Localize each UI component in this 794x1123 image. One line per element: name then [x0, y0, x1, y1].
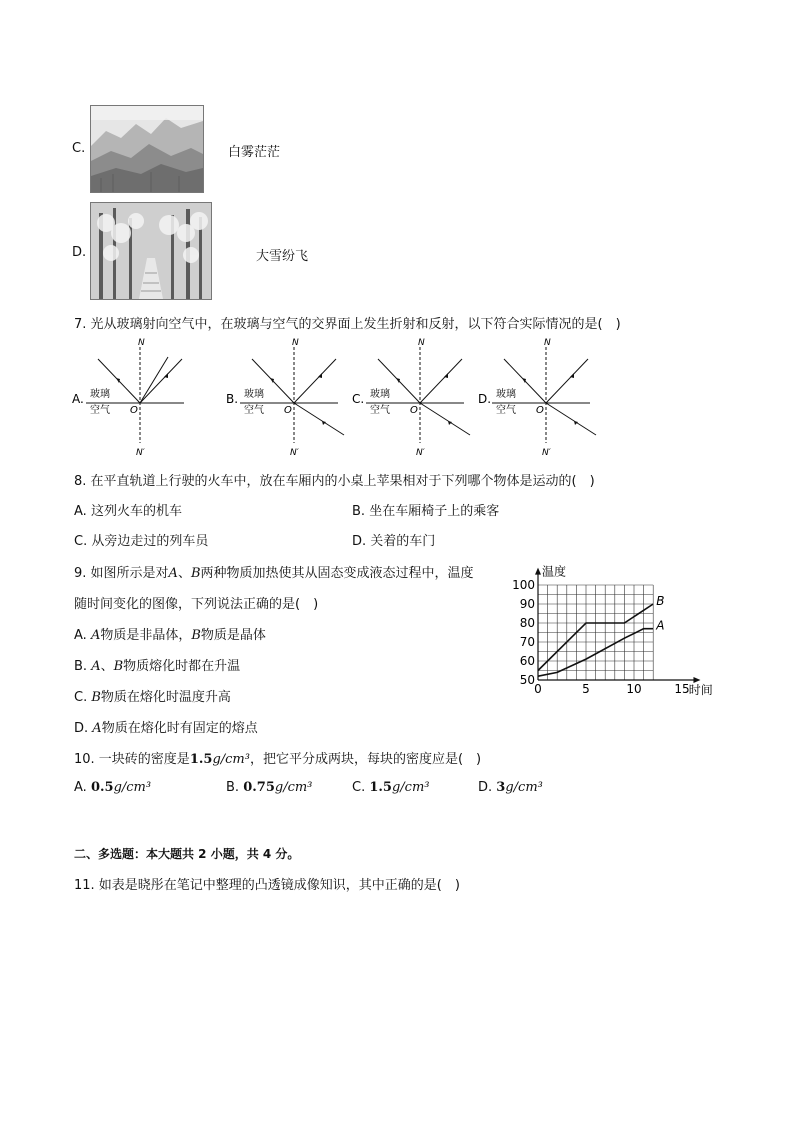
- diagram-option-letter: A.: [72, 392, 84, 406]
- option-value: 3: [496, 780, 506, 795]
- option-value: 1.5: [369, 780, 392, 795]
- q10-stem-pre: 10. 一块砖的密度是: [74, 752, 190, 767]
- option-text: 、: [100, 659, 114, 674]
- normal-top-label: N: [544, 338, 551, 348]
- glass-label: 玻璃: [496, 389, 516, 400]
- q9-option-d: [74, 717, 258, 736]
- diagram-option-a: [72, 338, 184, 458]
- diagram-option-letter: D.: [478, 392, 492, 406]
- normal-bottom-label: N′: [290, 448, 299, 458]
- refracted-ray: [294, 403, 344, 435]
- option-value: 0.75: [243, 780, 275, 795]
- y-tick-label: 90: [519, 597, 535, 611]
- y-axis-arrow: [535, 568, 541, 575]
- diagram-option-letter: C.: [352, 392, 365, 406]
- q10-value: 1.5: [189, 752, 213, 767]
- q8-option-d: [352, 530, 435, 549]
- option-text: 从旁边走过的列车员: [91, 534, 209, 549]
- option-letter: A.: [74, 628, 87, 643]
- option-text: 物质熔化时都在升温: [123, 659, 241, 674]
- option-var: A: [90, 628, 101, 643]
- refracted-ray: [546, 403, 596, 435]
- option-var: B: [191, 628, 201, 643]
- option-letter: D.: [478, 780, 493, 795]
- series-label-a: A: [656, 618, 665, 633]
- incidence-point-label: O: [130, 405, 138, 416]
- y-tick-label: 70: [519, 635, 535, 649]
- option-var: B: [113, 659, 124, 674]
- q9-stem-line2: 随时间变化的图像，下列说法正确的是( ): [74, 597, 319, 612]
- q9-option-c: [74, 686, 231, 705]
- q8-stem: 8. 在平直轨道上行驶的火车中，放在车厢内的小桌上苹果相对于下列哪个物体是运动的( ): [74, 474, 595, 489]
- q8-option-b: [352, 500, 499, 519]
- option-letter: C.: [74, 690, 88, 705]
- option-unit: g/cm³: [113, 780, 152, 795]
- option-d-caption: 大雪纷飞: [256, 249, 309, 264]
- chart-svg: [502, 558, 732, 703]
- option-letter: B.: [74, 659, 88, 674]
- normal-bottom-label: N′: [542, 448, 551, 458]
- q7-stem: 7. 光从玻璃射向空气中，在玻璃与空气的交界面上发生折射和反射，以下符合实际情况的是( ): [74, 317, 621, 332]
- incident-arrow: [270, 378, 274, 383]
- q10-option-d: [478, 780, 543, 795]
- option-text: 这列火车的机车: [90, 504, 182, 519]
- q8-option-c: [74, 530, 208, 549]
- q10-option-a: [74, 780, 151, 795]
- y-tick-label: 50: [519, 673, 535, 687]
- normal-bottom-label: N′: [136, 448, 145, 458]
- reflected-ray: [294, 359, 336, 403]
- y-tick-label: 80: [519, 616, 535, 630]
- option-text: 物质在熔化时温度升高: [100, 690, 231, 705]
- reflected-ray: [140, 359, 182, 403]
- q9-var-b: B: [190, 566, 201, 581]
- y-axis-title: 温度: [542, 564, 567, 579]
- diagram-option-d: [478, 338, 596, 458]
- incidence-point-label: O: [284, 405, 292, 416]
- option-var: A: [91, 659, 101, 674]
- x-tick-label: 15: [674, 682, 690, 696]
- incidence-point-label: O: [536, 405, 544, 416]
- q9-sep: 、: [177, 566, 191, 581]
- option-unit: g/cm³: [274, 780, 313, 795]
- diagram-option-b: [226, 338, 344, 458]
- q9-stem-pre: 9. 如图所示是对: [74, 566, 169, 581]
- q10-stem-post: ，把它平分成两块，每块的密度应是( ): [249, 752, 482, 767]
- option-letter: C.: [352, 780, 366, 795]
- option-unit: g/cm³: [505, 780, 543, 795]
- x-tick-label: 5: [582, 682, 590, 696]
- option-letter: D.: [74, 721, 89, 736]
- option-d-letter: D.: [72, 245, 87, 260]
- glass-label: 玻璃: [370, 389, 390, 400]
- normal-bottom-label: N′: [416, 448, 425, 458]
- option-c-letter: C.: [72, 141, 86, 156]
- option-letter: C.: [74, 534, 88, 549]
- option-text: 坐在车厢椅子上的乘客: [369, 504, 500, 519]
- option-letter: B.: [352, 504, 366, 519]
- q11-stem: 11. 如表是晓彤在笔记中整理的凸透镜成像知识，其中正确的是( ): [74, 878, 460, 893]
- q8-option-a: [74, 500, 182, 519]
- q10-option-c: [352, 780, 430, 795]
- air-label: 空气: [496, 405, 516, 416]
- air-label: 空气: [370, 405, 390, 416]
- q10-unit: g/cm³: [212, 752, 250, 767]
- air-label: 空气: [244, 405, 264, 416]
- option-text: 物质是非晶体，: [100, 628, 192, 643]
- diagram-option-c: [352, 338, 470, 458]
- y-tick-label: 60: [519, 654, 535, 668]
- incident-arrow: [522, 378, 526, 383]
- option-text: 物质是晶体: [200, 628, 266, 643]
- normal-top-label: N: [418, 338, 425, 348]
- foggy-mountain-photo: [90, 105, 204, 193]
- q9-stem-post: 两种物质加热使其从固态变成液态过程中，温度: [200, 566, 474, 581]
- option-letter: B.: [226, 780, 240, 795]
- option-unit: g/cm³: [391, 780, 430, 795]
- section-heading: 二、多选题：本大题共 2 小题，共 4 分。: [74, 847, 300, 861]
- normal-top-label: N: [292, 338, 299, 348]
- q9-option-a: [74, 624, 266, 643]
- glass-label: 玻璃: [244, 389, 264, 400]
- incidence-point-label: O: [410, 405, 418, 416]
- q9-stem-line1: [74, 562, 474, 581]
- q9-option-b: [74, 655, 240, 674]
- refracted-ray: [420, 403, 470, 435]
- temperature-time-chart: [502, 558, 732, 703]
- reflected-ray: [420, 359, 462, 403]
- option-letter: A.: [74, 504, 87, 519]
- refraction-diagrams: [72, 335, 632, 460]
- x-axis-title: 时间: [688, 683, 713, 697]
- option-var: B: [91, 690, 101, 705]
- x-tick-label: 0: [534, 682, 542, 696]
- diagram-option-letter: B.: [226, 392, 239, 406]
- glass-label: 玻璃: [90, 389, 110, 400]
- q9-var-a: A: [168, 566, 178, 581]
- option-letter: A.: [74, 780, 87, 795]
- normal-top-label: N: [138, 338, 145, 348]
- incident-arrow: [116, 378, 120, 383]
- reflected-ray: [546, 359, 588, 403]
- snowy-forest-path-photo: [90, 202, 212, 300]
- air-label: 空气: [90, 405, 110, 416]
- option-value: 0.5: [90, 780, 114, 795]
- q10-stem: [74, 748, 481, 767]
- option-text: 物质在熔化时有固定的熔点: [101, 721, 258, 736]
- q10-option-b: [226, 780, 312, 795]
- series-label-b: B: [656, 594, 665, 608]
- option-c-caption: 白雾茫茫: [228, 145, 281, 160]
- option-var: A: [92, 721, 102, 736]
- refracted-ray: [140, 357, 168, 403]
- q7-diagram-row: [72, 335, 632, 460]
- option-text: 关着的车门: [370, 534, 436, 549]
- x-tick-label: 10: [626, 682, 642, 696]
- incident-arrow: [396, 378, 400, 383]
- y-tick-label: 100: [512, 578, 535, 592]
- option-letter: D.: [352, 534, 367, 549]
